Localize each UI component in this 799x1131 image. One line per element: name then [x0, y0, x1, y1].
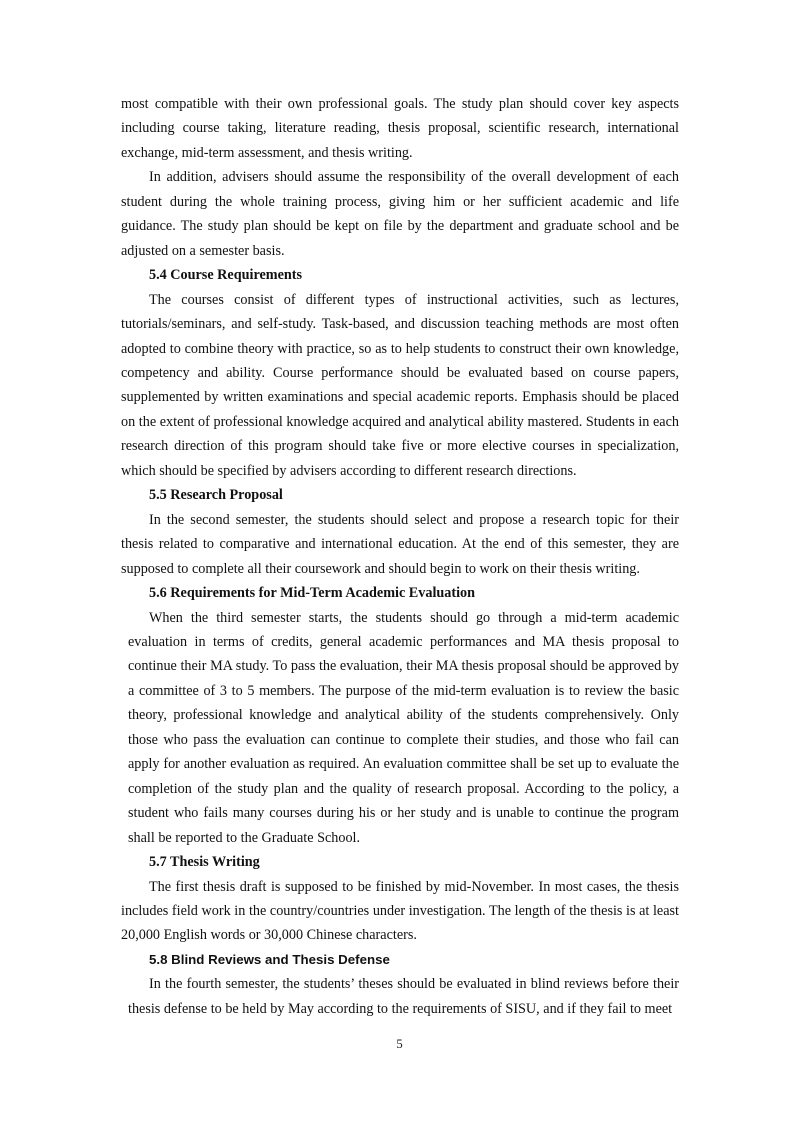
paragraph-advisers-responsibility: In addition, advisers should assume the responsibility of the overall development of each student during the whole training process, giving him or her sufficient academic and life guidance. The study plan should be kept on file by the department and graduate school and be adjusted on a semester basis.: [121, 169, 679, 259]
paragraph-study-plan-continued: most compatible with their own professional goals. The study plan should cover key aspects including course taking, literature reading, thesis proposal, scientific research, international exchange, mid-term assessment, and thesis writing.: [121, 96, 679, 161]
heading-research-proposal: 5.5 Research Proposal: [149, 487, 283, 504]
paragraph-thesis-writing: The first thesis draft is supposed to be finished by mid-November. In most cases, the thesis includes field work in the country/countries under investigation. The length of the thesis is at least 20,000 English words or 30,000 Chinese characters.: [121, 878, 679, 944]
page-number: 5: [396, 1036, 403, 1051]
heading-thesis-writing: 5.7 Thesis Writing: [149, 854, 260, 871]
heading-course-requirements: 5.4 Course Requirements: [149, 267, 303, 284]
paragraph-course-requirements: The courses consist of different types of instructional activities, such as lectures, tutorials/seminars, and self-study. Task-based, and discussion teaching methods are most often adopted to combine theory with practice, so as to help students to construct their own knowledge, competency and ability. Course performance should be evaluated based on course papers, supplemented by written examinations and special academic reports. Emphasis should be placed on the extent of professional knowledge acquired and analytical ability mastered. Students in each research direction of this program should take five or more elective courses in specialization, which should be specified by advisers according to different research directions.: [121, 291, 679, 479]
heading-mid-term-evaluation: 5.6 Requirements for Mid-Term Academic Evaluation: [149, 585, 476, 602]
paragraph-research-proposal: In the second semester, the students should select and propose a research topic for their thesis related to comparative and international education. At the end of this semester, they are supposed to complete all their coursework and should begin to work on their thesis writing.: [121, 511, 679, 577]
page-body: [121, 92, 679, 1021]
paragraph-mid-term-evaluation: When the third semester starts, the students should go through a mid-term academic evaluation in terms of credits, general academic performances and MA thesis proposal to continue their MA study. To pass the evaluation, their MA thesis proposal should be approved by a committee of 3 to 5 members. The purpose of the mid-term evaluation is to review the basic theory, professional knowledge and analytical ability of the students comprehensively. Only those who pass the evaluation can continue to complete their studies, and those who fail can apply for another evaluation as required. An evaluation committee shall be set up to evaluate the completion of the study plan and the quality of research proposal. According to the policy, a student who fails many courses during his or her study and is unable to continue the program shall be reported to the Graduate School.: [128, 609, 679, 846]
paragraph-blind-reviews: In the fourth semester, the students’ theses should be evaluated in blind reviews before their thesis defense to be held by May according to the requirements of SISU, and if they fail to meet: [128, 976, 679, 1017]
heading-blind-reviews: 5.8 Blind Reviews and Thesis Defense: [149, 951, 390, 967]
